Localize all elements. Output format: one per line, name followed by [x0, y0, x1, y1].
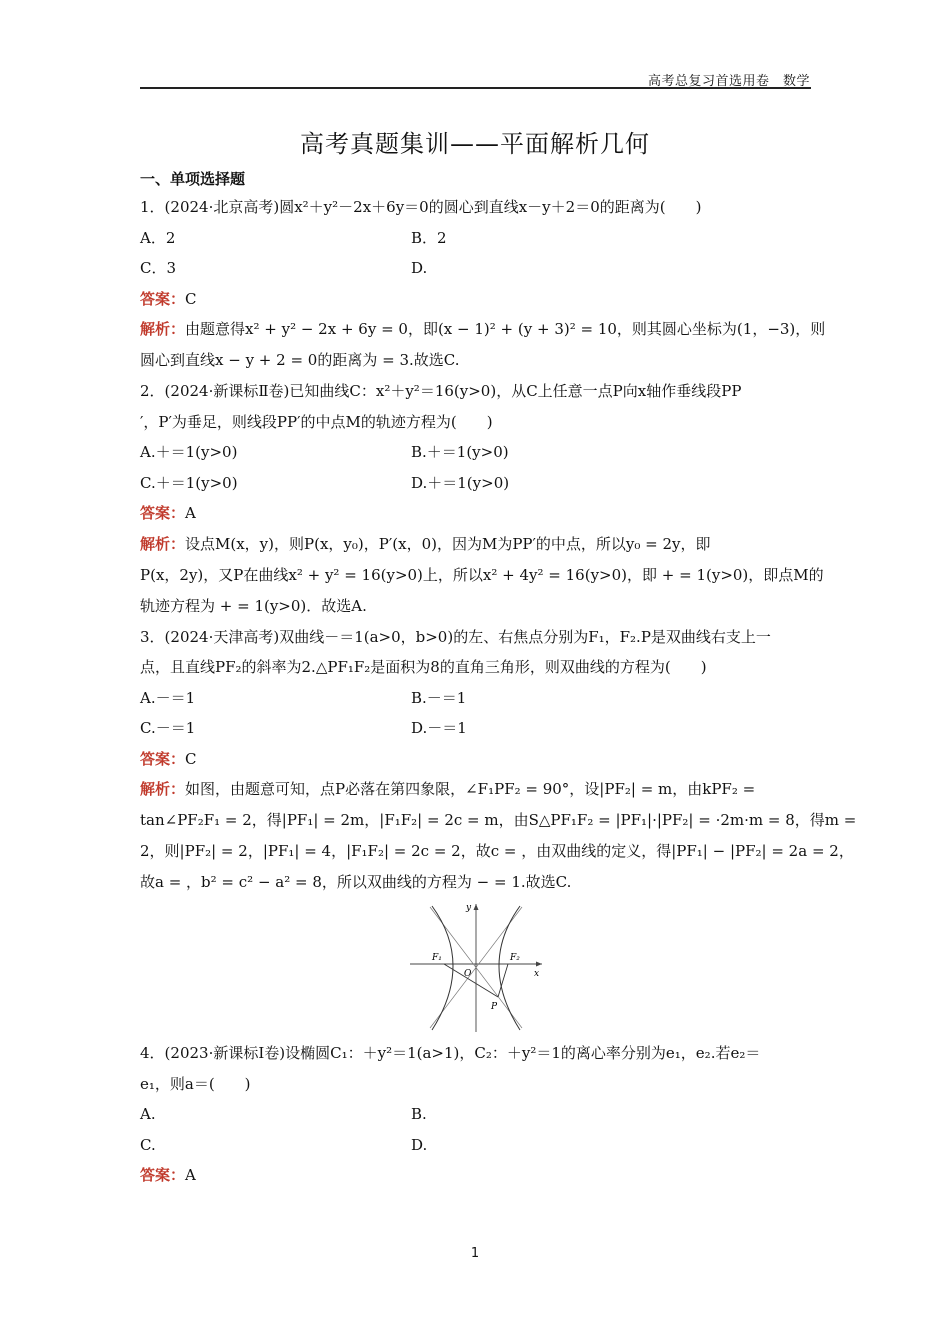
- question-2-options-row-2: [140, 468, 811, 499]
- analysis-text: 由题意得x² + y² − 2x + 6y = 0，即(x − 1)² + (y + 3)² = 10，则其圆心坐标为(1，−3)，则: [185, 320, 826, 338]
- right-branch: [499, 906, 520, 1030]
- section-heading: 一、单项选择题: [140, 170, 246, 188]
- question-1-answer: [140, 284, 811, 315]
- question-3-options-row-1: [140, 683, 811, 714]
- option-b: B.－＝1: [411, 688, 467, 707]
- question-2-stem: ′，P′为垂足，则线段PP′的中点M的轨迹方程为( ): [140, 412, 493, 431]
- option-c: C.: [140, 1135, 156, 1154]
- y-axis-arrow: [474, 904, 479, 910]
- question-2-options-row-1: [140, 437, 811, 468]
- question-1-stem: 1．(2024·北京高考)圆x²＋y²－2x＋6y＝0的圆心到直线x－y＋2＝0的距离为( ): [140, 198, 702, 216]
- answer-value: C: [185, 749, 197, 768]
- answer-value: A: [185, 504, 196, 522]
- page-title: 高考真题集训——平面解析几何: [300, 130, 650, 158]
- option-d: D.－＝1: [411, 719, 467, 737]
- question-1-options-row-2: [140, 253, 811, 284]
- analysis-label: 解析：: [140, 780, 186, 798]
- analysis-text: 设点M(x，y)，则P(x，y₀)，P′(x，0)，因为M为PP′的中点，所以y₀ = 2y，即: [185, 534, 711, 553]
- hyperbola-figure: [140, 898, 811, 1038]
- question-1-analysis-line: 圆心到直线x − y + 2 = 0的距离为 = 3.故选C.: [140, 351, 460, 369]
- p-label: P: [491, 1002, 498, 1012]
- option-d: D.: [411, 1135, 428, 1154]
- question-3-stem: 3．(2024·天津高考)双曲线－＝1(a>0，b>0)的左、右焦点分别为F₁，F₂.P是双曲线右支上一: [140, 627, 771, 646]
- option-c: C.－＝1: [140, 719, 196, 737]
- question-1-options-row-1: [140, 223, 811, 254]
- x-axis-arrow: [536, 962, 542, 967]
- question-2-analysis-line: P(x，2y)，又P在曲线x² + y² = 16(y>0)上，所以x² + 4y² = 16(y>0)，即 + = 1(y>0)，即点M的: [140, 565, 824, 584]
- analysis-label: 解析：: [140, 534, 186, 553]
- question-3-stem: 点，且直线PF₂的斜率为2.△PF₁F₂是面积为8的直角三角形，则双曲线的方程为( ): [140, 658, 707, 676]
- x-label: x: [534, 969, 540, 979]
- option-a: A．2: [140, 228, 176, 247]
- header-rule: [140, 87, 811, 89]
- question-4-stem: 4．(2023·新课标Ⅰ卷)设椭圆C₁：＋y²＝1(a>1)，C₂：＋y²＝1的离心率分别为e₁，e₂.若e₂＝: [140, 1044, 761, 1062]
- answer-value: C: [185, 289, 197, 308]
- f2-label: F₂: [510, 953, 520, 963]
- question-4-options-row-1: [140, 1099, 811, 1130]
- question-2-analysis-line: [140, 529, 811, 560]
- option-a: A.－＝1: [140, 688, 196, 707]
- question-3-options-row-2: [140, 713, 811, 744]
- option-b: B.＋＝1(y>0): [411, 443, 509, 461]
- option-c: C．3: [140, 259, 177, 277]
- option-c: C.＋＝1(y>0): [140, 473, 238, 492]
- question-4-options-row-2: [140, 1130, 811, 1161]
- question-1-analysis-line: [140, 314, 826, 345]
- option-a: A.＋＝1(y>0): [140, 443, 238, 461]
- page-number: 1: [470, 1246, 480, 1261]
- document-body: [140, 166, 857, 1191]
- question-3-analysis-line: 故a = ，b² = c² − a² = 8，所以双曲线的方程为 − = 1.故选C.: [140, 873, 572, 891]
- f1-label: F₁: [432, 953, 442, 963]
- y-label: y: [466, 903, 472, 913]
- answer-value: A: [185, 1166, 196, 1184]
- question-2-analysis-line: 轨迹方程为 + = 1(y>0)．故选A.: [140, 596, 367, 615]
- question-3-analysis-line: 2，则|PF₂| = 2，|PF₁| = 4，|F₁F₂| = 2c = 2，故c = ，由双曲线的定义，得|PF₁| − |PF₂| = 2a = 2，: [140, 842, 854, 860]
- question-3-analysis-line: [140, 774, 811, 805]
- analysis-text: 如图，由题意可知，点P必落在第四象限，∠F₁PF₂ = 90°，设|PF₂| = m，由kPF₂ =: [185, 780, 756, 798]
- option-a: A.: [140, 1105, 156, 1123]
- analysis-label: 解析：: [140, 320, 186, 338]
- question-2-stem: 2．(2024·新课标Ⅱ卷)已知曲线C：x²＋y²＝16(y>0)，从C上任意一点P向x轴作垂线段PP: [140, 382, 742, 400]
- question-4-answer: [140, 1160, 811, 1191]
- answer-label: 答案：: [140, 749, 186, 768]
- answer-label: 答案：: [140, 504, 186, 522]
- question-4-stem: e₁，则a＝( ): [140, 1074, 251, 1093]
- question-3-analysis-line: tan∠PF₂F₁ = 2，得|PF₁| = 2m，|F₁F₂| = 2c = m，由S△PF₁F₂ = |PF₁|·|PF₂| = ·2m·m = 8，得m =: [140, 811, 857, 829]
- option-d: D.＋＝1(y>0): [411, 473, 510, 492]
- option-d: D.: [411, 259, 428, 277]
- hyperbola-diagram: [410, 902, 545, 1034]
- answer-label: 答案：: [140, 1166, 186, 1184]
- question-2-answer: [140, 498, 811, 529]
- question-3-answer: [140, 744, 811, 775]
- origin-label: O: [464, 969, 472, 979]
- option-b: B．2: [411, 228, 447, 247]
- answer-label: 答案：: [140, 289, 186, 308]
- option-b: B.: [411, 1105, 427, 1123]
- running-header: 高考总复习首选用卷 数学: [647, 74, 810, 89]
